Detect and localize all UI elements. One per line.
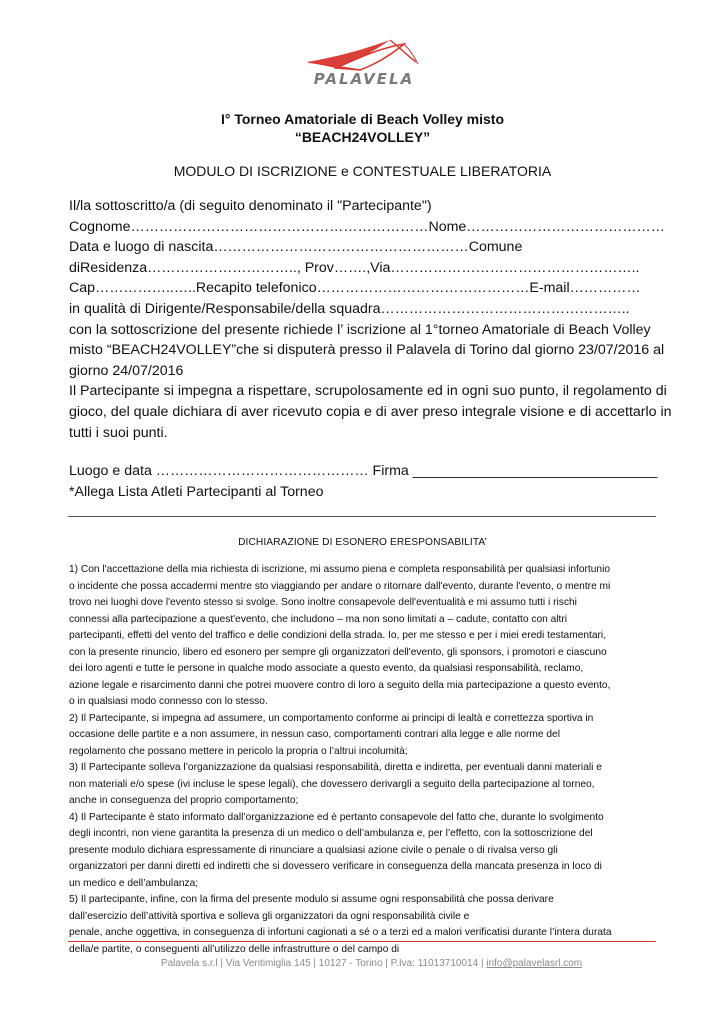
declaration-line: trovo nei luoghi dove l'evento stesso si svolge. Sono inoltre consapevole dell'eventualità e mi assumo tutti i rischi [69,597,577,608]
declaration-line: degli incontri, non viene garantita la presenza di un medico o dell’ambulanza e, per l’effetto, con la sottoscrizione del [69,828,593,839]
form-line-surname-name: Cognome………………………………………………………Nome…………………………………… [69,218,665,235]
attachment-note: *Allega Lista Atleti Partecipanti al Torneo [69,483,324,500]
declaration-line: 1) Con l'accettazione della mia richiesta di iscrizione, mi assumo piena e completa responsabilità per qualsiasi infortunio [69,564,611,575]
email-link[interactable]: info@palavelasrl.com [486,958,583,969]
form-title: MODULO DI ISCRIZIONE e CONTESTUALE LIBERATORIA [173,163,552,179]
declaration-line: non materiali e/o spese (ivi incluse le spese legali), che dovessero derivargli a seguito della partecipazione al torneo, [69,778,595,790]
form-line: tutti i suoi punti. [69,424,168,441]
declaration-line: o in qualsiasi modo connesso con lo stesso. [69,696,268,707]
declaration-line: regolamento che possano mettere in pericolo la propria o l’altrui incolumità; [69,745,408,757]
declaration-line: 4) Il Partecipante è stato informato dall’organizzazione ed è pertanto consapevole del fatto che, durante lo svolgimento [69,811,604,823]
declaration-line: organizzatori per danni diretti ed indiretti che si dovessero verificare in conseguenza della mancata presenza in loco di [69,861,602,872]
section-divider [68,516,656,517]
form-line-role: in qualità di Dirigente/Responsabile/della squadra…………………………………………….. [69,300,630,317]
tournament-name: “BEACH24VOLLEY” [294,129,431,145]
declaration-line: connessi alla partecipazione a quest'evento, che includono – ma non sono limitati a – cadute, contatto con altri [69,613,568,625]
form-line: misto “BEACH24VOLLEY”che si disputerà presso il Palavela di Torino dal giorno 23/07/2016 al [69,342,665,359]
declaration-line: della/e partite, o conseguenti all’utilizzo delle infrastrutture o del campo di [69,943,400,955]
declaration-line: azione legale e risarcimento danni che potrei muovere contro di loro a seguito della mia partecipazione a questo evento, [69,679,611,691]
form-line: giorno 24/07/2016 [69,362,184,379]
form-line-contacts: Cap……………..…..Recapito telefonico………………………………………E-mail…………… [69,280,641,297]
declaration-line: 5) Il partecipante, infine, con la firma del presente modulo si assume ogni responsabilità che possa derivare [69,894,554,905]
declaration-line: o incidente che possa accadermi mentre sto viaggiando per andare o ritornare dall'evento, durante l'evento, o mentre mi [69,580,611,592]
form-line: gioco, del quale dichiara di aver ricevuto copia e di aver preso integrale visione e di accettarlo in [69,403,672,420]
form-line-birth: Data e luogo di nascita………………………………………………Comune [69,239,523,256]
company-info: Palavela s.r.l | Via Ventimiglia 145 | 10127 - Torino | P.Iva: 11013710014 | [160,958,487,969]
declaration-line: anche in conseguenza del proprio comportamento; [69,795,299,806]
form-line-residence: diResidenza………………………….., Prov…….,Via…………………………………………….. [69,259,640,276]
footer [0,958,725,969]
declaration-line: presente modulo dichiara espressamente di rinunciare a qualsiasi azione civile o penale o di rivalsa verso gli [69,844,558,856]
declaration-line: dall’esercizio dell’attività sportiva e solleva gli organizzatori da ogni responsabilità civile e [69,910,470,922]
declaration-line: occasione delle partite e a non assumere, in nessun caso, comportamenti contrari alla legge e alle norme del [69,729,560,740]
form-line: Il/la sottoscritto/a (di seguito denominato il "Partecipante") [69,198,432,214]
signature-line: Luogo e data ……………………………………… Firma _______________________________ [69,463,658,480]
declaration-line: con la presente rinuncio, libero ed esonero per sempre gli organizzatori dell'evento, gli sponsors, i promotori e ciascuno [69,646,607,658]
brand-name: PALAVELA [313,70,415,88]
form-line: Il Partecipante si impegna a rispettare, scrupolosamente ed in ogni suo punto, il regolamento di [69,383,667,400]
declaration-line: 3) Il Partecipante solleva l’organizzazione da qualsiasi responsabilità, diretta e indiretta, per eventuali danni materiali e [69,762,602,773]
declaration-line: partecipanti, effetti del vento del traffico e delle condizioni della strada. Io, per me stesso e per i miei eredi testamentari, [69,630,607,641]
declaration-line: penale, anche oggettiva, in conseguenza di infortuni cagionati a sé o a terzi ed a malori verificatisi durante l’intera durata [69,927,612,938]
form-line: con la sottoscrizione del presente richiede l’ iscrizione al 1°torneo Amatoriale di Beach Volley [69,321,651,338]
declaration-body [69,562,669,958]
registration-form [69,196,672,502]
declaration-line: un medico e dell’ambulanza; [69,877,199,889]
declaration-title: DICHIARAZIONE DI ESONERO ERESPONSABILITA’ [238,537,487,548]
declaration-line: 2) Il Partecipante, si impegna ad assumere, un comportamento conforme ai principi di lealtà e correttezza sportiva in [69,712,594,724]
tournament-title: I° Torneo Amatoriale di Beach Volley misto [220,111,505,127]
footer-divider [68,941,656,942]
declaration-line: dei loro agenti e tutte le persone in qualche modo associate a questo evento, da qualsiasi responsabilità, reclamo, [69,663,584,674]
